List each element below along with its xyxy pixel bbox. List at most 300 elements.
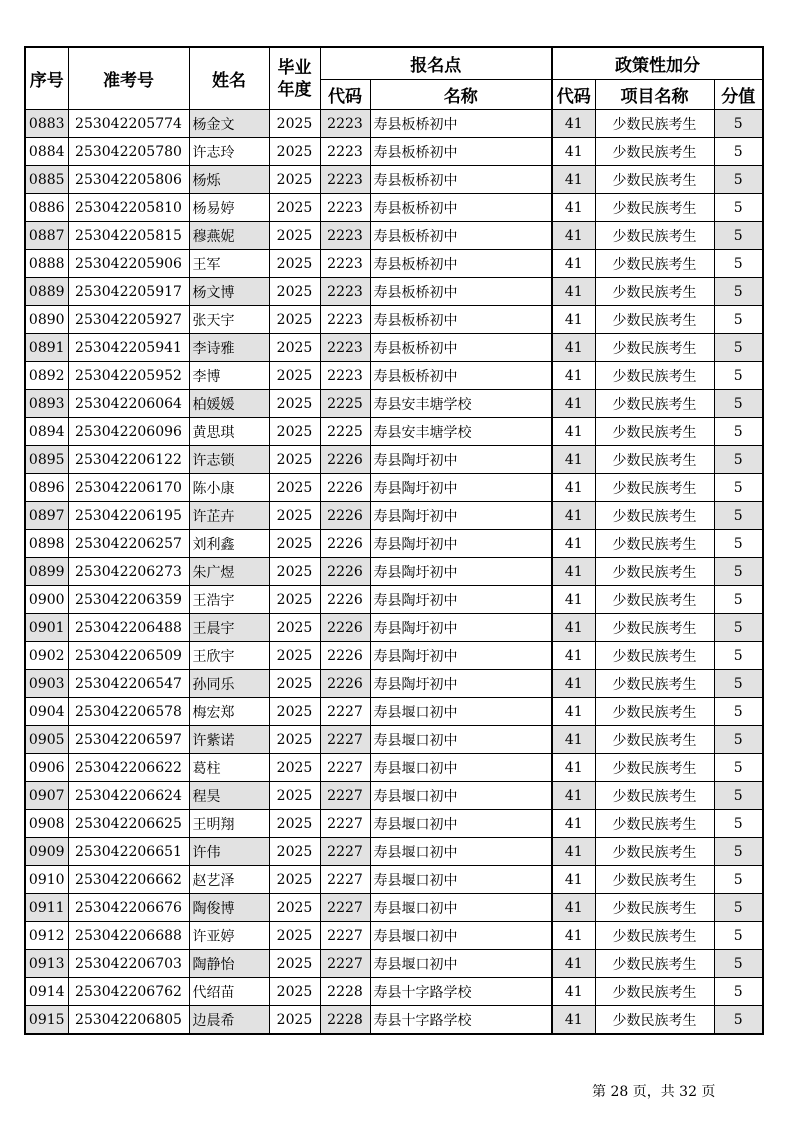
cell-bonus-score: 5 (714, 586, 763, 614)
cell-name: 王明翔 (189, 810, 269, 838)
cell-bonus-score: 5 (714, 754, 763, 782)
table-row (25, 698, 763, 726)
cell-bonus-code: 41 (552, 866, 595, 894)
cell-name: 程昊 (189, 782, 269, 810)
cell-name: 朱广煜 (189, 558, 269, 586)
cell-bonus-item: 少数民族考生 (595, 1006, 714, 1035)
cell-reg-name: 寿县板桥初中 (370, 110, 552, 138)
cell-reg-code: 2227 (320, 698, 370, 726)
cell-name: 边晨希 (189, 1006, 269, 1035)
cell-bonus-item: 少数民族考生 (595, 110, 714, 138)
cell-grad-year: 2025 (269, 726, 320, 754)
cell-exam-no: 253042206703 (68, 950, 189, 978)
cell-exam-no: 253042205917 (68, 278, 189, 306)
cell-bonus-item: 少数民族考生 (595, 558, 714, 586)
cell-name: 许亚婷 (189, 922, 269, 950)
table-row (25, 138, 763, 166)
cell-name: 穆燕妮 (189, 222, 269, 250)
cell-bonus-score: 5 (714, 390, 763, 418)
cell-bonus-item: 少数民族考生 (595, 726, 714, 754)
cell-grad-year: 2025 (269, 166, 320, 194)
cell-exam-no: 253042205941 (68, 334, 189, 362)
cell-exam-no: 253042206122 (68, 446, 189, 474)
cell-reg-code: 2227 (320, 754, 370, 782)
cell-seq: 0887 (25, 222, 68, 250)
cell-reg-code: 2228 (320, 1006, 370, 1035)
header-bonus-code: 代码 (552, 80, 595, 110)
header-reg-code: 代码 (320, 80, 370, 110)
cell-name: 柏媛媛 (189, 390, 269, 418)
cell-name: 杨易婷 (189, 194, 269, 222)
cell-grad-year: 2025 (269, 614, 320, 642)
cell-reg-code: 2223 (320, 222, 370, 250)
cell-bonus-score: 5 (714, 418, 763, 446)
cell-exam-no: 253042206257 (68, 530, 189, 558)
cell-exam-no: 253042206662 (68, 866, 189, 894)
cell-reg-name: 寿县陶圩初中 (370, 502, 552, 530)
cell-reg-name: 寿县陶圩初中 (370, 586, 552, 614)
cell-seq: 0883 (25, 110, 68, 138)
cell-bonus-item: 少数民族考生 (595, 978, 714, 1006)
table-row (25, 390, 763, 418)
candidate-table (24, 46, 764, 1035)
cell-seq: 0891 (25, 334, 68, 362)
header-bonus-score: 分值 (714, 80, 763, 110)
cell-seq: 0915 (25, 1006, 68, 1035)
table-row (25, 250, 763, 278)
cell-reg-name: 寿县堰口初中 (370, 894, 552, 922)
cell-reg-name: 寿县堰口初中 (370, 838, 552, 866)
cell-name: 许紫诺 (189, 726, 269, 754)
table-row (25, 558, 763, 586)
cell-exam-no: 253042206624 (68, 782, 189, 810)
cell-reg-name: 寿县陶圩初中 (370, 474, 552, 502)
cell-grad-year: 2025 (269, 782, 320, 810)
cell-bonus-score: 5 (714, 1006, 763, 1035)
cell-bonus-code: 41 (552, 558, 595, 586)
cell-reg-name: 寿县板桥初中 (370, 278, 552, 306)
cell-exam-no: 253042206064 (68, 390, 189, 418)
cell-seq: 0886 (25, 194, 68, 222)
cell-bonus-code: 41 (552, 138, 595, 166)
table-row (25, 642, 763, 670)
cell-seq: 0890 (25, 306, 68, 334)
cell-exam-no: 253042206676 (68, 894, 189, 922)
cell-bonus-item: 少数民族考生 (595, 950, 714, 978)
cell-name: 刘利鑫 (189, 530, 269, 558)
cell-reg-code: 2226 (320, 558, 370, 586)
cell-reg-code: 2223 (320, 278, 370, 306)
cell-seq: 0899 (25, 558, 68, 586)
cell-bonus-item: 少数民族考生 (595, 894, 714, 922)
cell-bonus-score: 5 (714, 726, 763, 754)
cell-name: 许志锁 (189, 446, 269, 474)
cell-bonus-code: 41 (552, 782, 595, 810)
cell-grad-year: 2025 (269, 810, 320, 838)
cell-grad-year: 2025 (269, 530, 320, 558)
cell-grad-year: 2025 (269, 390, 320, 418)
cell-bonus-code: 41 (552, 726, 595, 754)
cell-bonus-item: 少数民族考生 (595, 250, 714, 278)
cell-reg-name: 寿县陶圩初中 (370, 530, 552, 558)
cell-name: 代绍苗 (189, 978, 269, 1006)
cell-reg-name: 寿县安丰塘学校 (370, 390, 552, 418)
cell-bonus-code: 41 (552, 698, 595, 726)
cell-reg-code: 2225 (320, 390, 370, 418)
cell-name: 许伟 (189, 838, 269, 866)
cell-name: 梅宏郑 (189, 698, 269, 726)
cell-reg-code: 2226 (320, 642, 370, 670)
cell-exam-no: 253042206578 (68, 698, 189, 726)
cell-bonus-score: 5 (714, 250, 763, 278)
table-row (25, 838, 763, 866)
cell-reg-code: 2226 (320, 474, 370, 502)
cell-grad-year: 2025 (269, 306, 320, 334)
cell-reg-code: 2227 (320, 810, 370, 838)
cell-seq: 0900 (25, 586, 68, 614)
cell-bonus-item: 少数民族考生 (595, 138, 714, 166)
cell-reg-code: 2223 (320, 306, 370, 334)
cell-bonus-score: 5 (714, 670, 763, 698)
cell-bonus-score: 5 (714, 194, 763, 222)
cell-grad-year: 2025 (269, 502, 320, 530)
cell-bonus-code: 41 (552, 614, 595, 642)
cell-grad-year: 2025 (269, 334, 320, 362)
cell-bonus-code: 41 (552, 390, 595, 418)
cell-name: 陈小康 (189, 474, 269, 502)
cell-reg-code: 2227 (320, 922, 370, 950)
cell-reg-name: 寿县十字路学校 (370, 978, 552, 1006)
header-name: 姓名 (189, 47, 269, 110)
cell-name: 杨文博 (189, 278, 269, 306)
cell-bonus-item: 少数民族考生 (595, 306, 714, 334)
cell-bonus-code: 41 (552, 110, 595, 138)
cell-bonus-code: 41 (552, 446, 595, 474)
cell-exam-no: 253042206509 (68, 642, 189, 670)
cell-bonus-score: 5 (714, 502, 763, 530)
cell-seq: 0910 (25, 866, 68, 894)
cell-name: 杨金文 (189, 110, 269, 138)
cell-reg-name: 寿县堰口初中 (370, 754, 552, 782)
table-row (25, 110, 763, 138)
cell-bonus-score: 5 (714, 782, 763, 810)
cell-exam-no: 253042206547 (68, 670, 189, 698)
cell-grad-year: 2025 (269, 138, 320, 166)
cell-name: 王浩宇 (189, 586, 269, 614)
cell-bonus-score: 5 (714, 838, 763, 866)
cell-exam-no: 253042205810 (68, 194, 189, 222)
cell-name: 陶静怡 (189, 950, 269, 978)
cell-bonus-item: 少数民族考生 (595, 222, 714, 250)
cell-reg-code: 2226 (320, 670, 370, 698)
cell-reg-code: 2223 (320, 166, 370, 194)
cell-exam-no: 253042205780 (68, 138, 189, 166)
cell-reg-code: 2227 (320, 866, 370, 894)
cell-exam-no: 253042206195 (68, 502, 189, 530)
cell-bonus-code: 41 (552, 642, 595, 670)
cell-reg-code: 2225 (320, 418, 370, 446)
cell-bonus-score: 5 (714, 698, 763, 726)
cell-reg-code: 2226 (320, 614, 370, 642)
cell-reg-name: 寿县板桥初中 (370, 250, 552, 278)
cell-bonus-item: 少数民族考生 (595, 474, 714, 502)
cell-bonus-code: 41 (552, 950, 595, 978)
cell-bonus-item: 少数民族考生 (595, 614, 714, 642)
header-grad-year: 毕业 年度 (269, 47, 320, 110)
cell-bonus-code: 41 (552, 838, 595, 866)
cell-exam-no: 253042206488 (68, 614, 189, 642)
cell-name: 黄思琪 (189, 418, 269, 446)
cell-grad-year: 2025 (269, 250, 320, 278)
cell-bonus-item: 少数民族考生 (595, 418, 714, 446)
table-body (25, 110, 763, 1035)
cell-bonus-item: 少数民族考生 (595, 782, 714, 810)
cell-name: 张天宇 (189, 306, 269, 334)
cell-bonus-score: 5 (714, 866, 763, 894)
cell-reg-name: 寿县堰口初中 (370, 950, 552, 978)
cell-grad-year: 2025 (269, 194, 320, 222)
table-row (25, 922, 763, 950)
table-row (25, 306, 763, 334)
table-row (25, 222, 763, 250)
cell-bonus-score: 5 (714, 558, 763, 586)
cell-grad-year: 2025 (269, 474, 320, 502)
cell-seq: 0888 (25, 250, 68, 278)
cell-reg-name: 寿县板桥初中 (370, 194, 552, 222)
header-exam-no: 准考号 (68, 47, 189, 110)
cell-bonus-code: 41 (552, 670, 595, 698)
table-row (25, 782, 763, 810)
cell-seq: 0901 (25, 614, 68, 642)
table-row (25, 726, 763, 754)
cell-reg-name: 寿县陶圩初中 (370, 558, 552, 586)
table-row (25, 418, 763, 446)
cell-bonus-score: 5 (714, 978, 763, 1006)
cell-grad-year: 2025 (269, 698, 320, 726)
cell-reg-code: 2223 (320, 110, 370, 138)
cell-bonus-code: 41 (552, 418, 595, 446)
cell-bonus-code: 41 (552, 306, 595, 334)
cell-grad-year: 2025 (269, 754, 320, 782)
cell-reg-name: 寿县板桥初中 (370, 222, 552, 250)
table-row (25, 166, 763, 194)
cell-grad-year: 2025 (269, 362, 320, 390)
cell-bonus-code: 41 (552, 810, 595, 838)
table-row (25, 530, 763, 558)
cell-bonus-item: 少数民族考生 (595, 810, 714, 838)
cell-reg-code: 2223 (320, 334, 370, 362)
cell-grad-year: 2025 (269, 894, 320, 922)
table-row (25, 950, 763, 978)
cell-seq: 0892 (25, 362, 68, 390)
cell-grad-year: 2025 (269, 922, 320, 950)
cell-bonus-code: 41 (552, 222, 595, 250)
header-policy-bonus: 政策性加分 (552, 47, 763, 80)
cell-bonus-code: 41 (552, 754, 595, 782)
table-row (25, 894, 763, 922)
cell-reg-code: 2226 (320, 446, 370, 474)
cell-seq: 0897 (25, 502, 68, 530)
cell-seq: 0911 (25, 894, 68, 922)
cell-exam-no: 253042206688 (68, 922, 189, 950)
cell-reg-name: 寿县陶圩初中 (370, 446, 552, 474)
cell-reg-name: 寿县堰口初中 (370, 810, 552, 838)
cell-reg-name: 寿县陶圩初中 (370, 642, 552, 670)
page-number: 第 28 页，共 32 页 (592, 1084, 716, 1100)
cell-exam-no: 253042206622 (68, 754, 189, 782)
cell-seq: 0908 (25, 810, 68, 838)
cell-exam-no: 253042206359 (68, 586, 189, 614)
cell-name: 李诗雅 (189, 334, 269, 362)
cell-bonus-item: 少数民族考生 (595, 446, 714, 474)
cell-seq: 0885 (25, 166, 68, 194)
cell-grad-year: 2025 (269, 950, 320, 978)
cell-seq: 0884 (25, 138, 68, 166)
table-header (25, 47, 763, 110)
cell-bonus-item: 少数民族考生 (595, 530, 714, 558)
cell-grad-year: 2025 (269, 418, 320, 446)
cell-name: 李博 (189, 362, 269, 390)
cell-bonus-score: 5 (714, 306, 763, 334)
cell-seq: 0907 (25, 782, 68, 810)
cell-reg-name: 寿县板桥初中 (370, 334, 552, 362)
cell-exam-no: 253042206170 (68, 474, 189, 502)
cell-reg-name: 寿县陶圩初中 (370, 614, 552, 642)
cell-reg-name: 寿县堰口初中 (370, 866, 552, 894)
cell-bonus-item: 少数民族考生 (595, 838, 714, 866)
cell-bonus-item: 少数民族考生 (595, 586, 714, 614)
table-row (25, 474, 763, 502)
cell-bonus-score: 5 (714, 642, 763, 670)
cell-grad-year: 2025 (269, 586, 320, 614)
cell-name: 赵艺泽 (189, 866, 269, 894)
table-row (25, 978, 763, 1006)
cell-seq: 0912 (25, 922, 68, 950)
cell-seq: 0913 (25, 950, 68, 978)
cell-grad-year: 2025 (269, 222, 320, 250)
cell-bonus-code: 41 (552, 166, 595, 194)
table-row (25, 866, 763, 894)
cell-exam-no: 253042206625 (68, 810, 189, 838)
cell-seq: 0905 (25, 726, 68, 754)
cell-reg-code: 2227 (320, 782, 370, 810)
cell-seq: 0896 (25, 474, 68, 502)
table-row (25, 334, 763, 362)
cell-bonus-score: 5 (714, 110, 763, 138)
cell-exam-no: 253042205927 (68, 306, 189, 334)
cell-exam-no: 253042206762 (68, 978, 189, 1006)
cell-grad-year: 2025 (269, 866, 320, 894)
cell-bonus-code: 41 (552, 278, 595, 306)
table-row (25, 446, 763, 474)
cell-grad-year: 2025 (269, 978, 320, 1006)
cell-grad-year: 2025 (269, 110, 320, 138)
cell-bonus-code: 41 (552, 250, 595, 278)
cell-bonus-item: 少数民族考生 (595, 866, 714, 894)
cell-reg-name: 寿县板桥初中 (370, 362, 552, 390)
cell-bonus-score: 5 (714, 166, 763, 194)
cell-bonus-item: 少数民族考生 (595, 166, 714, 194)
cell-grad-year: 2025 (269, 642, 320, 670)
cell-grad-year: 2025 (269, 278, 320, 306)
table-row (25, 502, 763, 530)
cell-exam-no: 253042205815 (68, 222, 189, 250)
cell-reg-name: 寿县十字路学校 (370, 1006, 552, 1035)
cell-exam-no: 253042205906 (68, 250, 189, 278)
cell-grad-year: 2025 (269, 670, 320, 698)
cell-bonus-item: 少数民族考生 (595, 362, 714, 390)
cell-bonus-code: 41 (552, 362, 595, 390)
cell-name: 许志玲 (189, 138, 269, 166)
cell-reg-code: 2223 (320, 250, 370, 278)
cell-reg-code: 2227 (320, 838, 370, 866)
cell-reg-name: 寿县板桥初中 (370, 166, 552, 194)
table-row (25, 278, 763, 306)
cell-bonus-score: 5 (714, 138, 763, 166)
cell-seq: 0903 (25, 670, 68, 698)
cell-seq: 0914 (25, 978, 68, 1006)
cell-name: 王军 (189, 250, 269, 278)
cell-bonus-score: 5 (714, 922, 763, 950)
cell-reg-code: 2226 (320, 586, 370, 614)
cell-bonus-item: 少数民族考生 (595, 670, 714, 698)
cell-bonus-code: 41 (552, 1006, 595, 1035)
table-row (25, 754, 763, 782)
cell-bonus-code: 41 (552, 502, 595, 530)
cell-exam-no: 253042206805 (68, 1006, 189, 1035)
cell-bonus-code: 41 (552, 334, 595, 362)
header-seq: 序号 (25, 47, 68, 110)
cell-seq: 0904 (25, 698, 68, 726)
header-reg-name: 名称 (370, 80, 552, 110)
cell-bonus-score: 5 (714, 810, 763, 838)
cell-grad-year: 2025 (269, 838, 320, 866)
header-bonus-item: 项目名称 (595, 80, 714, 110)
cell-bonus-score: 5 (714, 446, 763, 474)
cell-exam-no: 253042206651 (68, 838, 189, 866)
cell-bonus-score: 5 (714, 530, 763, 558)
cell-name: 孙同乐 (189, 670, 269, 698)
table-row (25, 362, 763, 390)
cell-reg-code: 2226 (320, 530, 370, 558)
cell-bonus-item: 少数民族考生 (595, 754, 714, 782)
cell-grad-year: 2025 (269, 446, 320, 474)
cell-reg-name: 寿县板桥初中 (370, 138, 552, 166)
cell-reg-name: 寿县板桥初中 (370, 306, 552, 334)
cell-bonus-code: 41 (552, 922, 595, 950)
cell-reg-code: 2226 (320, 502, 370, 530)
cell-bonus-item: 少数民族考生 (595, 502, 714, 530)
cell-name: 王晨宇 (189, 614, 269, 642)
cell-seq: 0894 (25, 418, 68, 446)
cell-seq: 0909 (25, 838, 68, 866)
table-row (25, 586, 763, 614)
cell-seq: 0889 (25, 278, 68, 306)
cell-name: 许芷卉 (189, 502, 269, 530)
cell-reg-name: 寿县堰口初中 (370, 726, 552, 754)
cell-bonus-score: 5 (714, 222, 763, 250)
cell-exam-no: 253042206096 (68, 418, 189, 446)
table-row (25, 194, 763, 222)
cell-exam-no: 253042205806 (68, 166, 189, 194)
cell-bonus-code: 41 (552, 894, 595, 922)
cell-bonus-item: 少数民族考生 (595, 278, 714, 306)
cell-reg-code: 2227 (320, 950, 370, 978)
cell-reg-name: 寿县堰口初中 (370, 698, 552, 726)
cell-exam-no: 253042205952 (68, 362, 189, 390)
cell-reg-code: 2223 (320, 362, 370, 390)
header-reg-point: 报名点 (320, 47, 552, 80)
